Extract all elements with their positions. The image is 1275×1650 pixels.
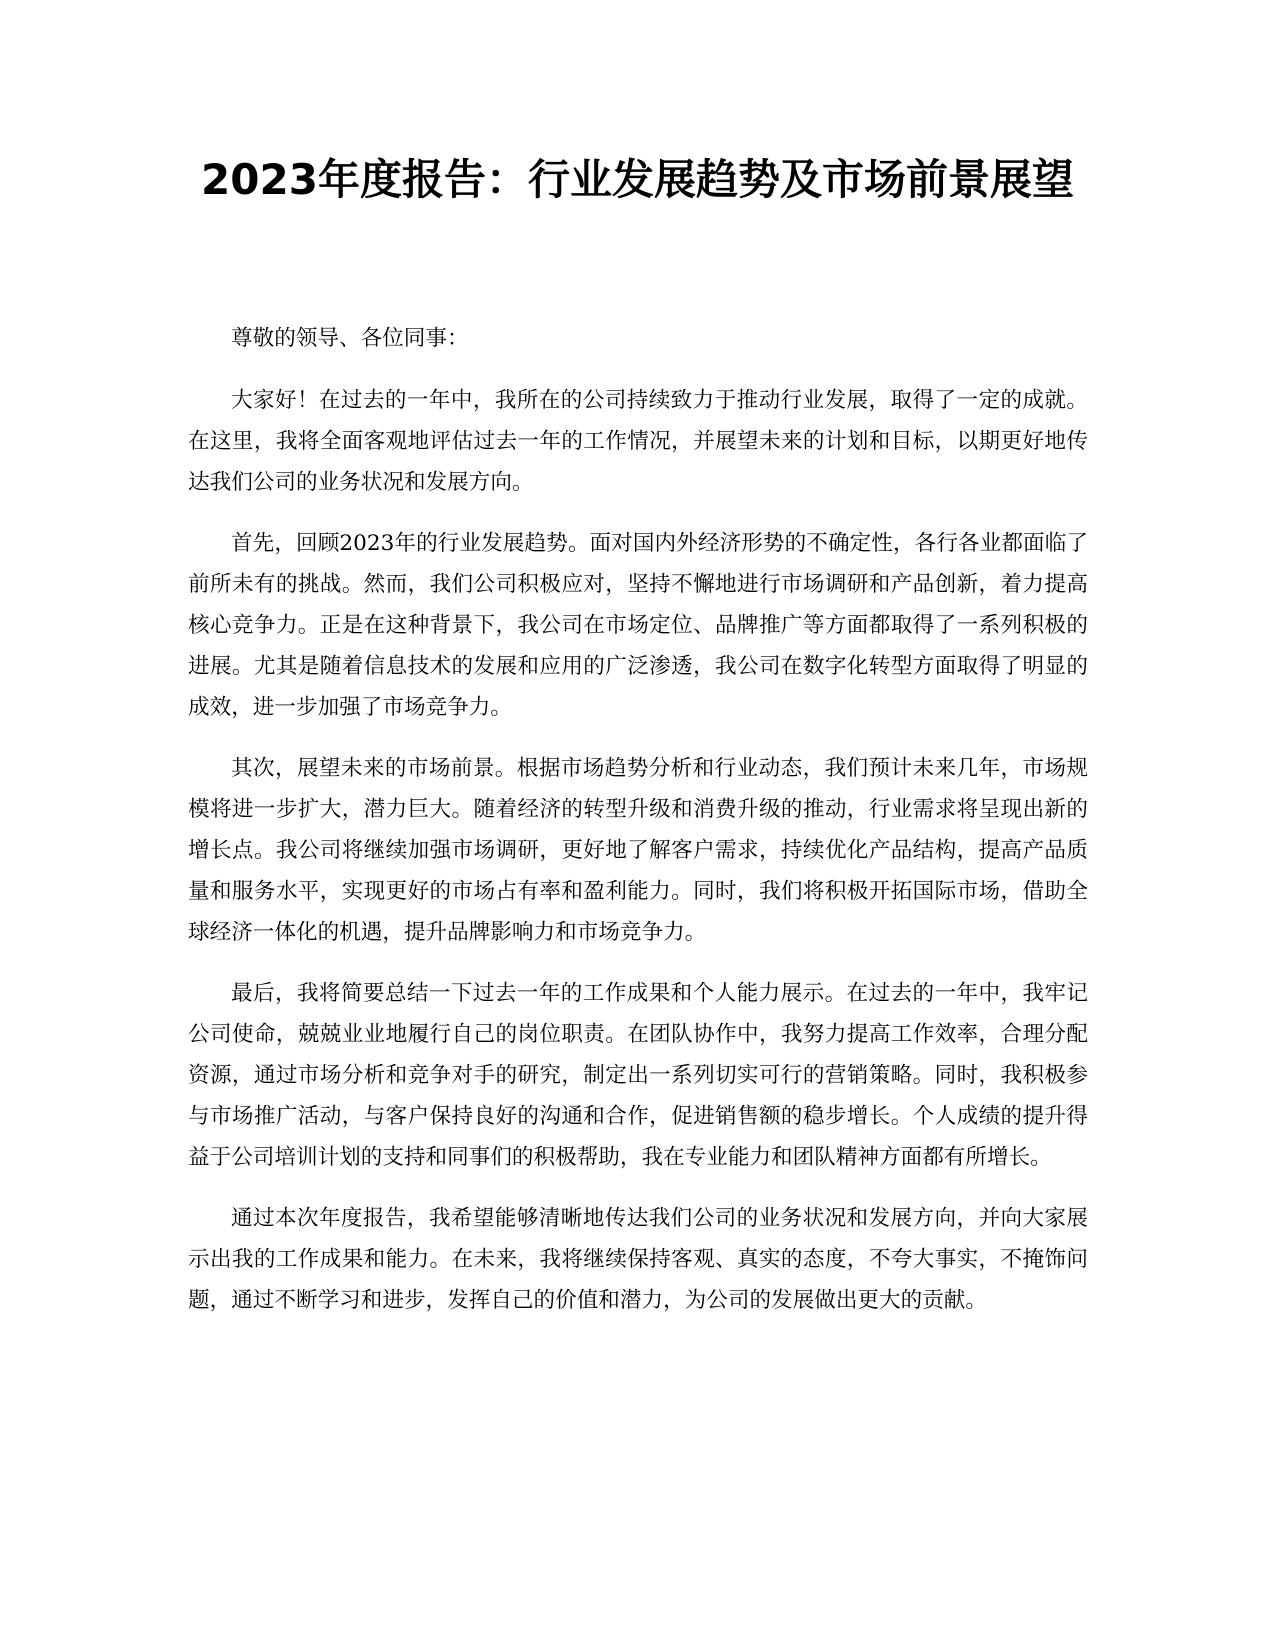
document-body <box>188 318 1088 1341</box>
paragraph-industry-trends: 首先，回顾2023年的行业发展趋势。面对国内外经济形势的不确定性，各行各业都面临了前所未有的挑战。然而，我们公司积极应对，坚持不懈地进行市场调研和产品创新，着力提高核心竞争力。正是在这种背景下，我公司在市场定位、品牌推广等方面都取得了一系列积极的进展。尤其是随着信息技术的发展和应用的广泛渗透，我公司在数字化转型方面取得了明显的成效，进一步加强了市场竞争力。 <box>188 531 1088 720</box>
paragraph-conclusion: 通过本次年度报告，我希望能够清晰地传达我们公司的业务状况和发展方向，并向大家展示出我的工作成果和能力。在未来，我将继续保持客观、真实的态度，不夸大事实，不掩饰问题，通过不断学习和进步，发挥自己的价值和潜力，为公司的发展做出更大的贡献。 <box>188 1206 1088 1313</box>
paragraph-greeting: 大家好！在过去的一年中，我所在的公司持续致力于推动行业发展，取得了一定的成就。在这里，我将全面客观地评估过去一年的工作情况，并展望未来的计划和目标，以期更好地传达我们公司的业务状况和发展方向。 <box>188 388 1088 495</box>
paragraph-work-summary: 最后，我将简要总结一下过去一年的工作成果和个人能力展示。在过去的一年中，我牢记公司使命，兢兢业业地履行自己的岗位职责。在团队协作中，我努力提高工作效率，合理分配资源，通过市场分析和竞争对手的研究，制定出一系列切实可行的营销策略。同时，我积极参与市场推广活动，与客户保持良好的沟通和合作，促进销售额的稳步增长。个人成绩的提升得益于公司培训计划的支持和同事们的积极帮助，我在专业能力和团队精神方面都有所增长。 <box>188 981 1088 1170</box>
paragraph-market-outlook: 其次，展望未来的市场前景。根据市场趋势分析和行业动态，我们预计未来几年，市场规模将进一步扩大，潜力巨大。随着经济的转型升级和消费升级的推动，行业需求将呈现出新的增长点。我公司将继续加强市场调研，更好地了解客户需求，持续优化产品结构，提高产品质量和服务水平，实现更好的市场占有率和盈利能力。同时，我们将积极开拓国际市场，借助全球经济一体化的机遇，提升品牌影响力和市场竞争力。 <box>188 756 1088 945</box>
document-title: 2023年度报告：行业发展趋势及市场前景展望 <box>201 155 1074 204</box>
salutation: 尊敬的领导、各位同事： <box>231 326 469 351</box>
